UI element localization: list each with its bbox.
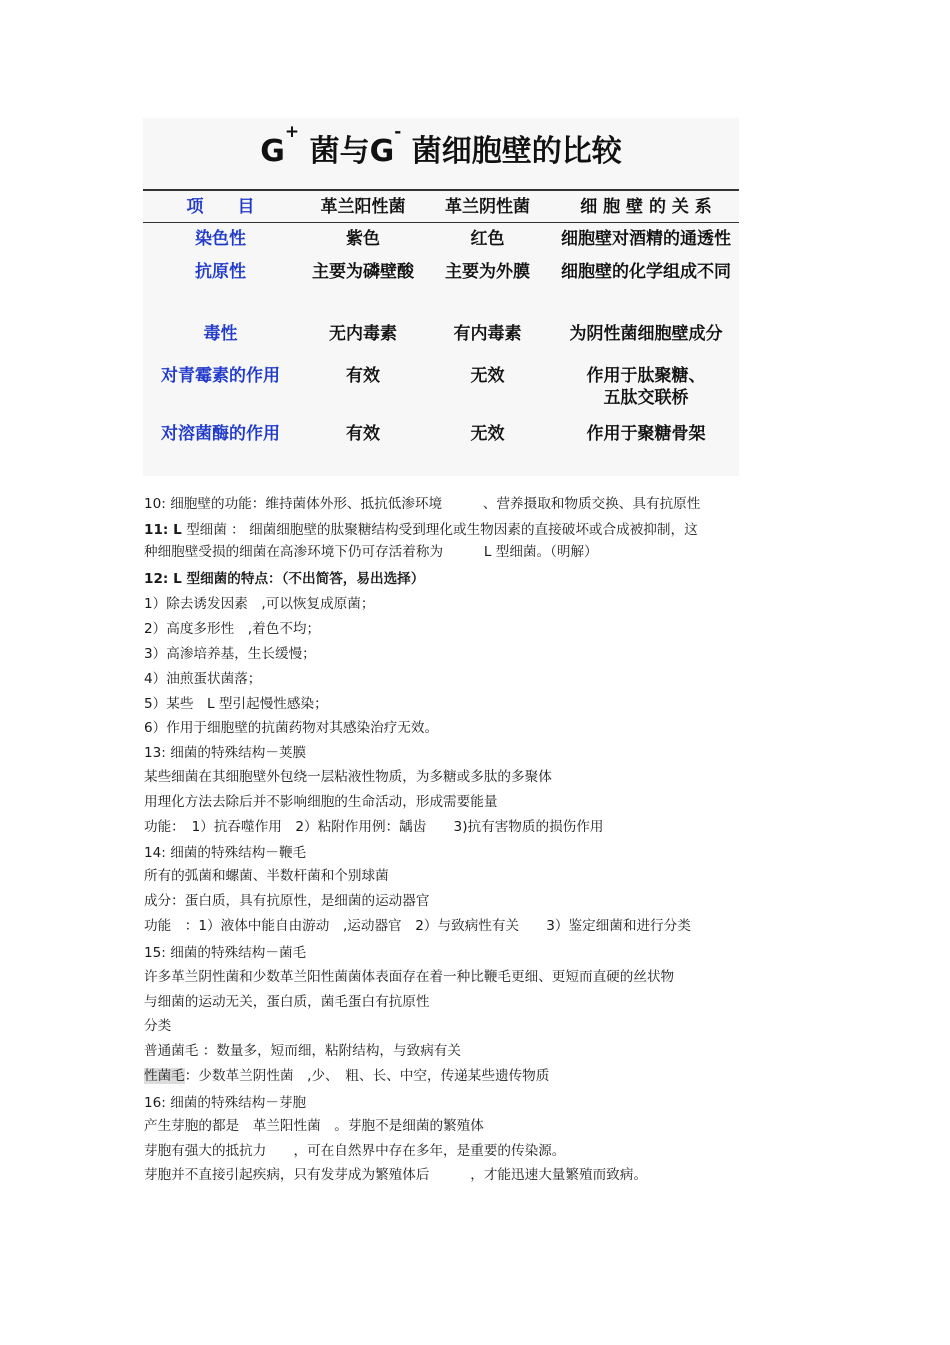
header-gram-positive: 革兰阳性菌 — [320, 197, 406, 217]
list-item: 3）高渗培养基，生长缓慢； — [144, 646, 316, 662]
row-positive: 有效 — [346, 366, 380, 386]
paragraph-14-line: 功能 ：1）液体中能自由游动 ,运动器官 2）与致病性有关 3）鉴定细菌和进行分类 — [144, 918, 691, 934]
paragraph-13-heading: 13: 细菌的特殊结构－荚膜 — [144, 745, 307, 761]
paragraph-16-line: 芽胞有强大的抵抗力 ，可在自然界中存在多年，是重要的传染源。 — [144, 1143, 566, 1159]
title-end: 菌细胞壁的比较 — [401, 134, 622, 169]
list-item: 1）除去诱发因素 ,可以恢复成原菌； — [144, 596, 375, 612]
title-mid: 菌与G — [299, 134, 395, 169]
row-relation: 为阴性菌细胞壁成分 — [569, 324, 723, 344]
row-negative: 无效 — [470, 424, 505, 444]
paragraph-15-line-rest: ：少数革兰阴性菌 ,少、 粗、长、中空，传递某些遗传物质 — [184, 1068, 550, 1084]
paragraph-14-heading: 14: 细菌的特殊结构－鞭毛 — [144, 845, 307, 861]
row-label: 染色性 — [195, 229, 246, 249]
list-item: 2）高度多形性 ,着色不均； — [144, 621, 321, 637]
row-relation: 细胞壁对酒精的通透性 — [561, 229, 731, 249]
paragraph-14-line: 所有的弧菌和螺菌、半数杆菌和个别球菌 — [144, 868, 389, 884]
paragraph-11-cont: 种细胞壁受损的细菌在高渗环境下仍可存活着称为 L 型细菌。（明解） — [144, 544, 598, 560]
comparison-figure — [143, 118, 739, 476]
paragraph-15-line: 分类 — [144, 1018, 172, 1034]
paragraph-13-line: 某些细菌在其细胞壁外包绕一层粘液性物质，为多糖或多肽的多聚体 — [144, 769, 552, 785]
row-relation-cont: 五肽交联桥 — [603, 388, 689, 408]
paragraph-11-number: 11: L — [144, 522, 182, 538]
paragraph-16-line: 芽胞并不直接引起疾病，只有发芽成为繁殖体后 ，才能迅速大量繁殖而致病。 — [144, 1167, 647, 1183]
paragraph-15-line: 许多革兰阴性菌和少数革兰阳性菌菌体表面存在着一种比鞭毛更细、更短而直硬的丝状物 — [144, 969, 675, 985]
paragraph-15-line: 普通菌毛 ：数量多，短而细，粘附结构，与致病有关 — [144, 1043, 461, 1059]
row-positive: 无内毒素 — [329, 324, 397, 344]
paragraph-16-heading: 16: 细菌的特殊结构－芽胞 — [144, 1095, 307, 1111]
row-relation: 作用于聚糖骨架 — [586, 424, 706, 444]
row-positive: 有效 — [346, 424, 380, 444]
table-top-rule — [143, 189, 739, 191]
row-negative: 主要为外膜 — [445, 262, 530, 282]
figure-title — [143, 122, 739, 170]
row-positive: 紫色 — [346, 229, 380, 249]
paragraph-12-heading: 12: L 型细菌的特点：（不出简答，易出选择） — [144, 571, 425, 587]
paragraph-15-line — [144, 1066, 784, 1086]
row-negative: 无效 — [470, 366, 505, 386]
list-item: 6）作用于细胞壁的抗菌药物对其感染治疗无效。 — [144, 720, 439, 736]
header-relation: 细 胞 壁 的 关 系 — [580, 197, 712, 217]
paragraph-13-line: 功能： 1）抗吞噬作用 2）粘附作用例：龋齿 3)抗有害物质的损伤作用 — [144, 819, 604, 835]
title-plus: + — [284, 122, 300, 142]
row-relation: 细胞壁的化学组成不同 — [561, 262, 731, 282]
row-relation: 作用于肽聚糖、 — [586, 366, 706, 386]
paragraph-14-line: 成分：蛋白质，具有抗原性，是细菌的运动器官 — [144, 893, 430, 909]
row-label: 对溶菌酶的作用 — [161, 424, 280, 444]
row-positive: 主要为磷壁酸 — [312, 262, 414, 282]
paragraph-16-line: 产生芽胞的都是 革兰阳性菌 。芽胞不是细菌的繁殖体 — [144, 1118, 484, 1134]
highlighted-term: 性菌毛 — [144, 1068, 185, 1084]
paragraph-13-line: 用理化方法去除后并不影响细胞的生命活动，形成需要能量 — [144, 794, 498, 810]
row-label: 对青霉素的作用 — [161, 366, 280, 386]
header-item: 项 目 — [186, 197, 255, 217]
paragraph-11-text: 型细菌 ： 细菌细胞壁的肽聚糖结构受到理化或生物因素的直接破坏或合成被抑制，这 — [181, 522, 698, 538]
paragraph-11 — [144, 520, 784, 540]
paragraph-10: 10: 细胞壁的功能：维持菌体外形、抵抗低渗环境 、营养摄取和物质交换、具有抗原性 — [144, 496, 701, 512]
paragraph-15-heading: 15: 细菌的特殊结构－菌毛 — [144, 945, 307, 961]
list-item: 4）油煎蛋状菌落； — [144, 671, 262, 687]
row-negative: 有内毒素 — [453, 324, 522, 344]
row-negative: 红色 — [470, 229, 505, 249]
table-header-rule — [143, 222, 739, 223]
title-minus: - — [394, 122, 402, 142]
row-label: 抗原性 — [195, 262, 246, 282]
row-label: 毒性 — [203, 324, 238, 344]
list-item: 5）某些 L 型引起慢性感染； — [144, 696, 328, 712]
header-gram-negative: 革兰阴性菌 — [445, 197, 530, 217]
title-g1: G — [260, 134, 285, 169]
paragraph-15-line: 与细菌的运动无关，蛋白质，菌毛蛋白有抗原性 — [144, 994, 430, 1010]
